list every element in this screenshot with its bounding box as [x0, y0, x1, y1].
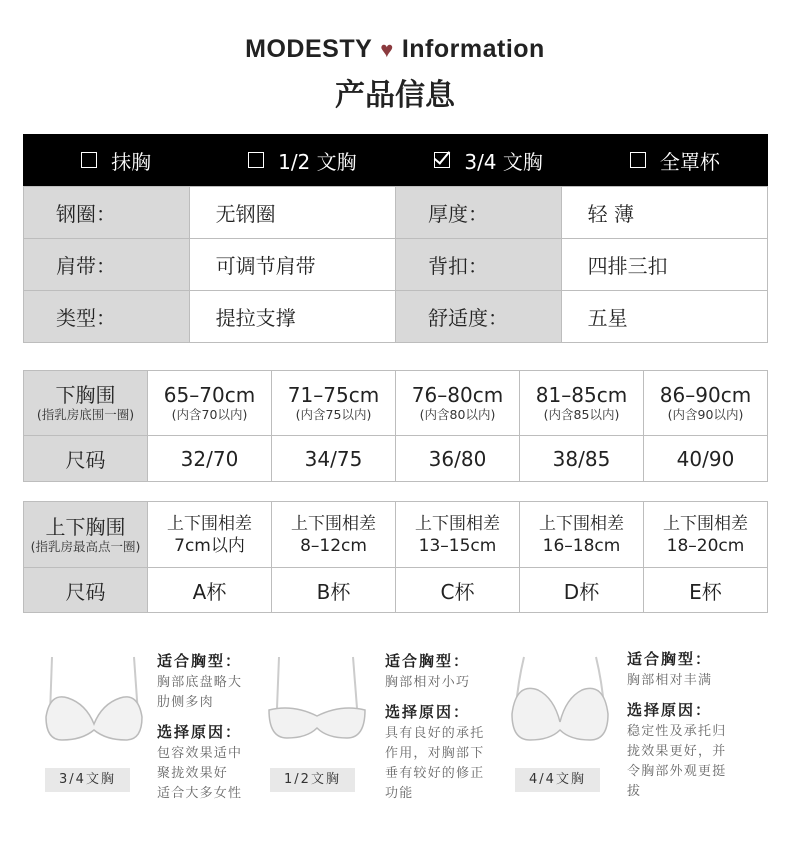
spec-value: 四排三扣 — [561, 239, 767, 291]
fit-line: 胸部底盘略大 — [157, 675, 243, 690]
range-note: (内含70以内) — [171, 407, 248, 422]
reason-title: 选择原因： — [385, 703, 471, 721]
reason-line: 包容效果适中 — [157, 746, 243, 761]
title-en — [0, 35, 790, 64]
spec-value: 可调节肩带 — [189, 239, 395, 291]
bra-44-illustration — [508, 652, 613, 752]
diff-line2: 7cm以内 — [174, 535, 245, 556]
fit-line: 胸部相对丰满 — [627, 673, 713, 688]
cup-diff-cell — [272, 502, 396, 568]
checkbox-icon[interactable] — [248, 152, 264, 168]
cup-diff-cell — [396, 502, 520, 568]
spec-table — [23, 186, 768, 343]
range-note: (内含90以内) — [667, 407, 744, 422]
cup-type-label: 全罩杯 — [659, 149, 720, 174]
spec-label: 背扣： — [395, 239, 561, 291]
checkbox-icon[interactable] — [81, 152, 97, 168]
reason-line: 令胸部外观更挺 — [627, 764, 727, 779]
diff-line2: 18–20cm — [666, 535, 745, 556]
diff-line2: 16–18cm — [542, 535, 621, 556]
reason-line: 垂有较好的修正 — [385, 766, 485, 781]
underbust-label-note: (指乳房底围一圈) — [36, 407, 135, 422]
style-description — [385, 650, 500, 804]
style-description — [627, 648, 742, 802]
underbust-label: 下胸围 — [55, 383, 116, 407]
cup-type-option[interactable] — [23, 134, 209, 186]
reason-line: 功能 — [385, 786, 414, 801]
diff-line1: 上下围相差 — [539, 513, 624, 534]
underbust-header — [24, 371, 148, 436]
reason-line: 聚拢效果好 — [157, 766, 229, 781]
checkbox-icon[interactable] — [630, 152, 646, 168]
underbust-cell — [644, 371, 768, 436]
cup-type-option[interactable] — [209, 134, 395, 186]
size-label: 尺码 — [24, 436, 148, 482]
title-cn: 产品信息 — [335, 78, 455, 113]
cup-size-row — [24, 568, 768, 613]
spec-row — [24, 187, 768, 239]
spec-row — [24, 239, 768, 291]
fit-line: 肋侧多肉 — [157, 695, 214, 710]
range-text: 86–90cm — [659, 383, 752, 407]
range-text: 76–80cm — [411, 383, 504, 407]
size-cell: 32/70 — [148, 436, 272, 482]
reason-line: 拔 — [627, 784, 642, 799]
spec-label: 钢圈： — [24, 187, 190, 239]
range-text: 65–70cm — [163, 383, 256, 407]
diff-line1: 上下围相差 — [663, 513, 748, 534]
underbust-cell — [520, 371, 644, 436]
checkbox-checked-icon[interactable] — [434, 152, 450, 168]
cup-type-label: 抹胸 — [111, 149, 152, 174]
spec-value: 提拉支撑 — [189, 291, 395, 343]
spec-value: 五星 — [561, 291, 767, 343]
brand-name: MODESTY — [245, 35, 373, 63]
cup-diff-label: 上下胸围 — [45, 514, 126, 539]
spec-row — [24, 291, 768, 343]
size-cell: 36/80 — [396, 436, 520, 482]
reason-title: 选择原因： — [627, 701, 713, 719]
style-description — [157, 650, 272, 804]
title-information: Information — [401, 35, 545, 63]
underbust-table — [23, 370, 768, 482]
cup-diff-cell — [520, 502, 644, 568]
reason-line: 稳定性及承托归 — [627, 724, 727, 739]
range-note: (内含75以内) — [295, 407, 372, 422]
diff-line2: 8–12cm — [300, 535, 367, 556]
spec-value: 无钢圈 — [189, 187, 395, 239]
bra-12-illustration — [265, 652, 370, 752]
diff-line1: 上下围相差 — [167, 513, 252, 534]
underbust-cell — [396, 371, 520, 436]
size-cell: B杯 — [272, 568, 396, 613]
cup-type-label: 1/2 文胸 — [278, 149, 357, 174]
size-cell: 38/85 — [520, 436, 644, 482]
range-text: 71–75cm — [287, 383, 380, 407]
spec-label: 舒适度： — [395, 291, 561, 343]
diff-line2: 13–15cm — [418, 535, 497, 556]
reason-line: 具有良好的承托 — [385, 726, 485, 741]
spec-value: 轻 薄 — [561, 187, 767, 239]
fit-title: 适合胸型： — [627, 650, 713, 668]
spec-label: 类型： — [24, 291, 190, 343]
cup-diff-cell — [148, 502, 272, 568]
cup-diff-cell — [644, 502, 768, 568]
fit-title: 适合胸型： — [157, 652, 243, 670]
style-tag: 4/4文胸 — [515, 768, 600, 792]
cup-type-option[interactable] — [396, 134, 582, 186]
reason-line: 适合大多女性 — [157, 786, 243, 801]
cup-type-bar — [23, 134, 768, 186]
reason-title: 选择原因： — [157, 723, 243, 741]
diff-line1: 上下围相差 — [291, 513, 376, 534]
underbust-cell — [272, 371, 396, 436]
size-cell: E杯 — [644, 568, 768, 613]
spec-label: 肩带： — [24, 239, 190, 291]
underbust-cell — [148, 371, 272, 436]
cup-diff-label-note: (指乳房最高点一圈) — [30, 538, 141, 554]
underbust-size-row — [24, 436, 768, 482]
diff-line1: 上下围相差 — [415, 513, 500, 534]
size-cell: 34/75 — [272, 436, 396, 482]
spec-label: 厚度： — [395, 187, 561, 239]
heart-icon: ♥ — [380, 37, 394, 62]
header — [0, 35, 790, 114]
reason-line: 作用，对胸部下 — [385, 746, 485, 761]
cup-diff-header — [24, 502, 148, 568]
bra-34-illustration — [42, 652, 147, 752]
range-note: (内含80以内) — [419, 407, 496, 422]
size-cell: A杯 — [148, 568, 272, 613]
size-label: 尺码 — [24, 568, 148, 613]
cup-type-label: 3/4 文胸 — [464, 149, 543, 174]
reason-line: 拢效果更好，并 — [627, 744, 727, 759]
style-tag: 1/2文胸 — [270, 768, 355, 792]
size-cell: D杯 — [520, 568, 644, 613]
size-cell: 40/90 — [644, 436, 768, 482]
underbust-range-row — [24, 371, 768, 436]
size-cell: C杯 — [396, 568, 520, 613]
fit-title: 适合胸型： — [385, 652, 471, 670]
cup-type-option[interactable] — [582, 134, 768, 186]
range-text: 81–85cm — [535, 383, 628, 407]
cup-diff-row — [24, 502, 768, 568]
fit-line: 胸部相对小巧 — [385, 675, 471, 690]
cup-diff-table — [23, 501, 768, 613]
range-note: (内含85以内) — [543, 407, 620, 422]
style-tag: 3/4文胸 — [45, 768, 130, 792]
